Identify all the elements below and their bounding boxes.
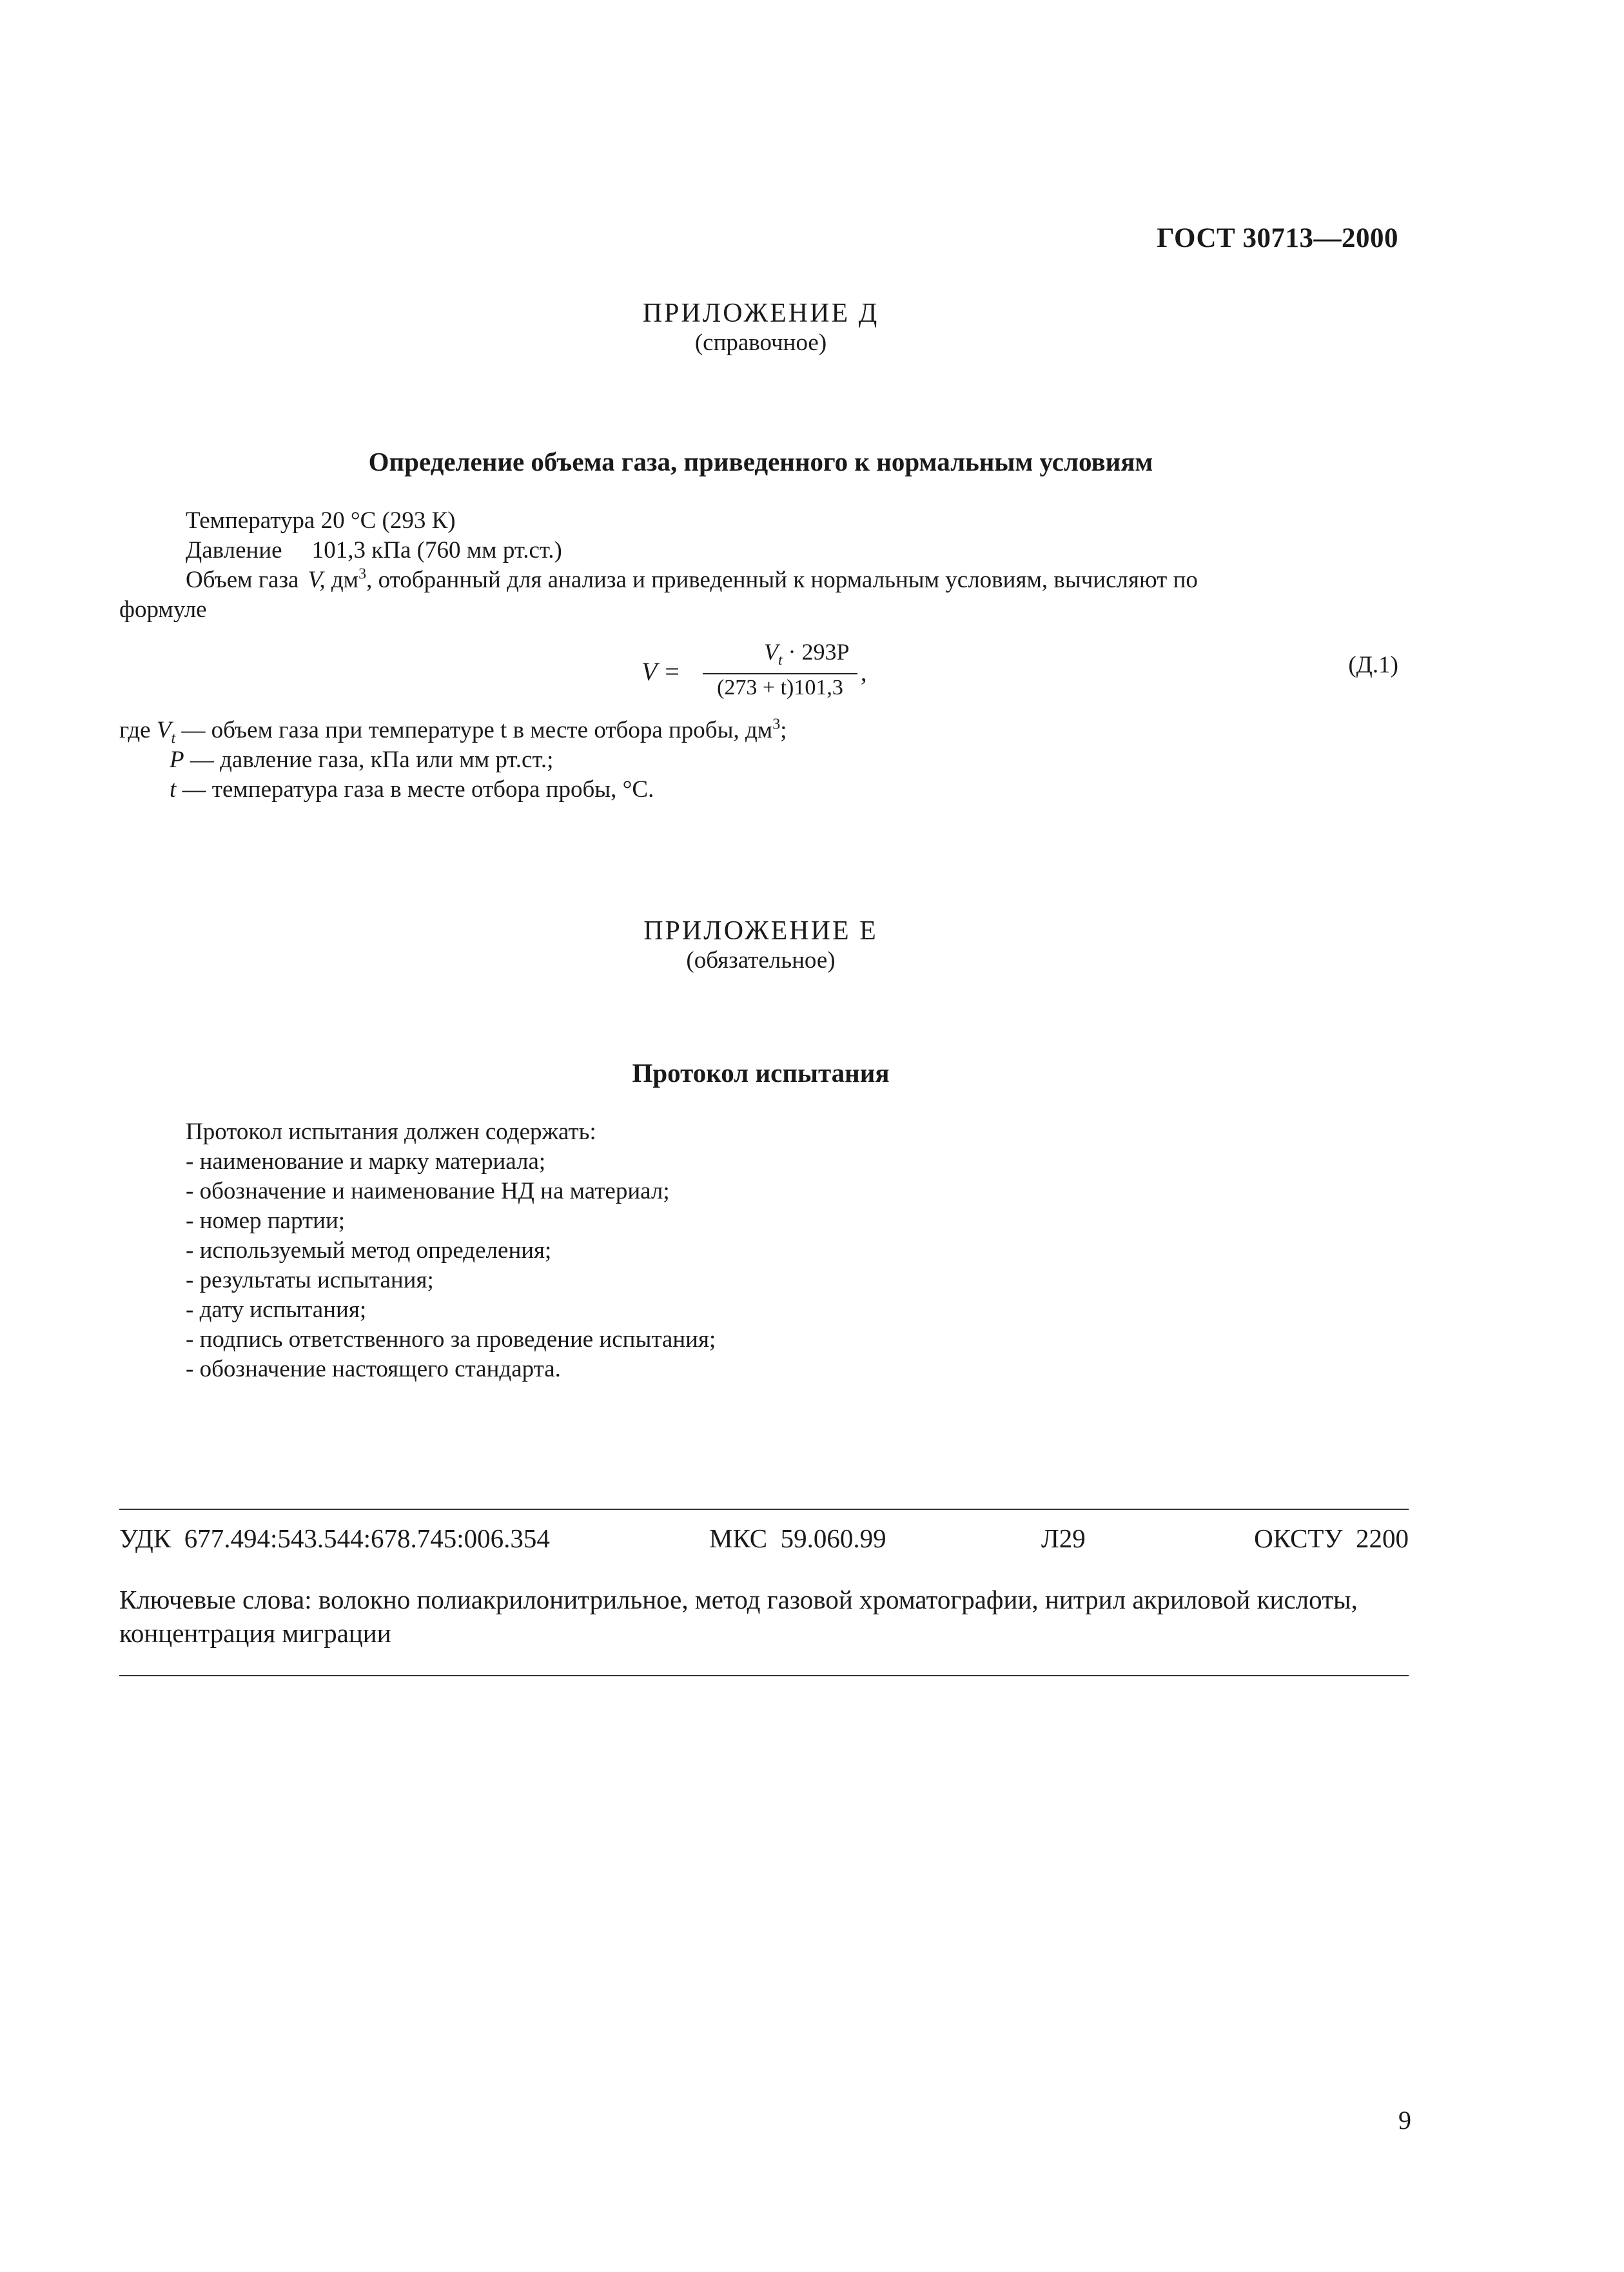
symbol-t: t xyxy=(170,776,177,803)
appendix-d-title: ПРИЛОЖЕНИЕ Д xyxy=(642,299,879,328)
udk-code: УДК 677.494:543.544:678.745:006.354 xyxy=(119,1523,550,1553)
classification-code: Л29 xyxy=(1041,1523,1086,1553)
protocol-item: - номер партии; xyxy=(186,1208,346,1234)
where-prefix: где xyxy=(119,717,157,743)
para-unit: дм xyxy=(331,567,359,593)
formula-number: (Д.1) xyxy=(1348,652,1398,678)
volume-paragraph xyxy=(186,565,1407,595)
appendix-e-heading: Протокол испытания xyxy=(632,1058,890,1088)
formula-d1 xyxy=(641,638,912,709)
protocol-item: - обозначение и наименование НД на материал; xyxy=(186,1178,670,1204)
where-line-t xyxy=(170,775,654,805)
pressure-line: Давление 101,3 кПа (760 мм рт.ст.) xyxy=(186,537,562,563)
appendix-d-heading: Определение объема газа, приведенного к нормальным условиям xyxy=(368,447,1153,476)
para-end: формуле xyxy=(119,596,207,623)
symbol-vt: V xyxy=(156,717,171,743)
symbol-vt-sub: t xyxy=(171,730,176,747)
okstu-code: ОКСТУ 2200 xyxy=(1254,1523,1409,1553)
symbol-p: P xyxy=(170,747,184,773)
where-line-vt xyxy=(119,716,787,745)
where-vt-sup: 3 xyxy=(772,716,781,733)
where-vt-end: ; xyxy=(780,717,787,743)
formula-num-sub: t xyxy=(778,652,783,669)
appendix-e-subtitle: (обязательное) xyxy=(686,947,836,974)
formula-numerator xyxy=(764,638,850,669)
protocol-item: - используемый метод определения; xyxy=(186,1237,552,1264)
formula-num-var: V xyxy=(764,639,778,665)
where-line-p xyxy=(170,745,553,775)
para-body xyxy=(298,565,1407,595)
temperature-line: Температура 20 °С (293 К) xyxy=(186,507,456,534)
formula-comma: , xyxy=(861,660,867,687)
where-p-text: — давление газа, кПа или мм рт.ст.; xyxy=(184,747,554,773)
para-rest: , отобранный для анализа и приведенный к нормальным условиям, вычисляют по xyxy=(366,567,1198,593)
where-t-text: — температура газа в месте отбора пробы, °С. xyxy=(176,776,654,803)
mks-code: МКС 59.060.99 xyxy=(709,1523,886,1553)
formula-lhs: V = xyxy=(641,657,681,686)
appendix-d-subtitle: (справочное) xyxy=(694,329,827,356)
keywords: Ключевые слова: волокно полиакрилонитрильное, метод газовой хроматографии, нитрил акриловой кислоты, концентрация миграции xyxy=(119,1585,1358,1648)
fraction-bar xyxy=(703,673,857,674)
standard-code: ГОСТ 30713—2000 xyxy=(1157,223,1398,253)
page-number: 9 xyxy=(1398,2106,1411,2135)
footer-bottom-rule xyxy=(119,1675,1409,1676)
where-vt-text: — объем газа при температуре t в месте отбора пробы, дм xyxy=(175,717,773,743)
protocol-item: - обозначение настоящего стандарта. xyxy=(186,1356,561,1382)
protocol-intro: Протокол испытания должен содержать: xyxy=(186,1119,596,1145)
formula-denominator: (273 + t)101,3 xyxy=(717,676,843,700)
protocol-item: - результаты испытания; xyxy=(186,1267,434,1293)
footer-top-rule xyxy=(119,1509,1409,1510)
para-start: Объем газа xyxy=(186,567,299,593)
para-unit-sup: 3 xyxy=(358,565,367,583)
protocol-item: - подпись ответственного за проведение испытания; xyxy=(186,1326,716,1353)
appendix-e-title: ПРИЛОЖЕНИЕ Е xyxy=(643,916,878,946)
protocol-item: - наименование и марку материала; xyxy=(186,1148,546,1175)
para-var: V, xyxy=(308,567,326,593)
protocol-item: - дату испытания; xyxy=(186,1297,367,1323)
formula-num-rest: · 293P xyxy=(782,639,850,665)
